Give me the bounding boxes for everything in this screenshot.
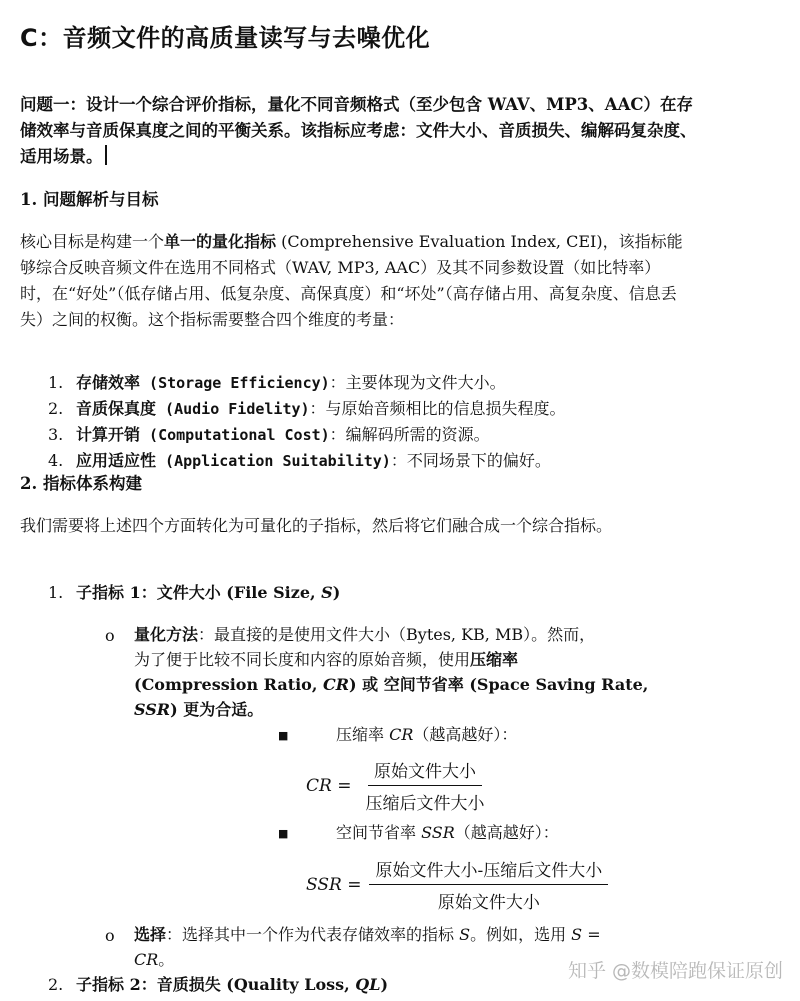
ssr-formula: SSR = 原始文件大小-压缩后文件大小 原始文件大小 [306, 856, 608, 913]
text-cursor [105, 145, 107, 165]
list-item: 1. 存储效率 (Storage Efficiency)：主要体现为文件大小。 [48, 373, 506, 392]
sub-indicator-1-heading: 1. 子指标 1：文件大小 (File Size, S) [48, 583, 341, 602]
question-text: 问题一：设计一个综合评价指标，量化不同音频格式（至少包含 WAV、MP3、AAC）在存储效率与音质保真度之间的平衡关系。该指标应考虑：文件大小、音质损失、编解码复杂度、适用场景。 [20, 95, 697, 166]
bullet-circle-icon: o [105, 926, 115, 945]
section1-paragraph: 核心目标是构建一个单一的量化指标 (Comprehensive Evaluation Index, CEI)，该指标能够综合反映音频文件在选用不同格式（WAV, MP3, AAC）及其不同参数设置（如比特率）时，在“好处”（低存储占用、低复杂度、高保真度）和“坏处”（高存储占用、高复杂度、信息丢失）之间的权衡。这个指标需要整合四个维度的考量： [20, 232, 683, 329]
watermark: 知乎 @数模陪跑保证原创 [568, 960, 784, 982]
bullet-square-icon: ■ [278, 729, 289, 742]
cr-label: 压缩率 CR（越高越好）： [336, 725, 518, 744]
sub-indicator-2-heading: 2. 子指标 2：音质损失 (Quality Loss, QL) [48, 975, 389, 994]
method-text: 量化方法：最直接的是使用文件大小（Bytes, KB, MB）。然而， 为了便于比较不同长度和内容的原始音频，使用压缩率 (Compression Ratio, CR) 或 空间节省率 (Space Saving Rate, SSR) 更为合适。 [134, 625, 649, 719]
list-item: 3. 计算开销 (Computational Cost)：编解码所需的资源。 [48, 425, 490, 444]
cr-formula: CR = 原始文件大小 压缩后文件大小 [306, 757, 490, 814]
bullet-circle-icon: o [105, 626, 115, 645]
dimension-list [48, 370, 566, 474]
section1-heading: 1. 问题解析与目标 [20, 190, 159, 209]
ssr-label: 空间节省率 SSR（越高越好）： [336, 823, 559, 842]
section2-heading: 2. 指标体系构建 [20, 474, 142, 493]
page-title: C：音频文件的高质量读写与去噪优化 [20, 24, 431, 52]
list-item: 2. 音质保真度 (Audio Fidelity)：与原始音频相比的信息损失程度。 [48, 399, 566, 418]
choice-text: 选择：选择其中一个作为代表存储效率的指标 S。例如，选用 S = CR。 [134, 925, 601, 969]
list-item: 4. 应用适应性 (Application Suitability)：不同场景下的偏好。 [48, 451, 551, 470]
section2-paragraph: 我们需要将上述四个方面转化为可量化的子指标，然后将它们融合成一个综合指标。 [20, 516, 613, 535]
bullet-square-icon: ■ [278, 827, 289, 840]
